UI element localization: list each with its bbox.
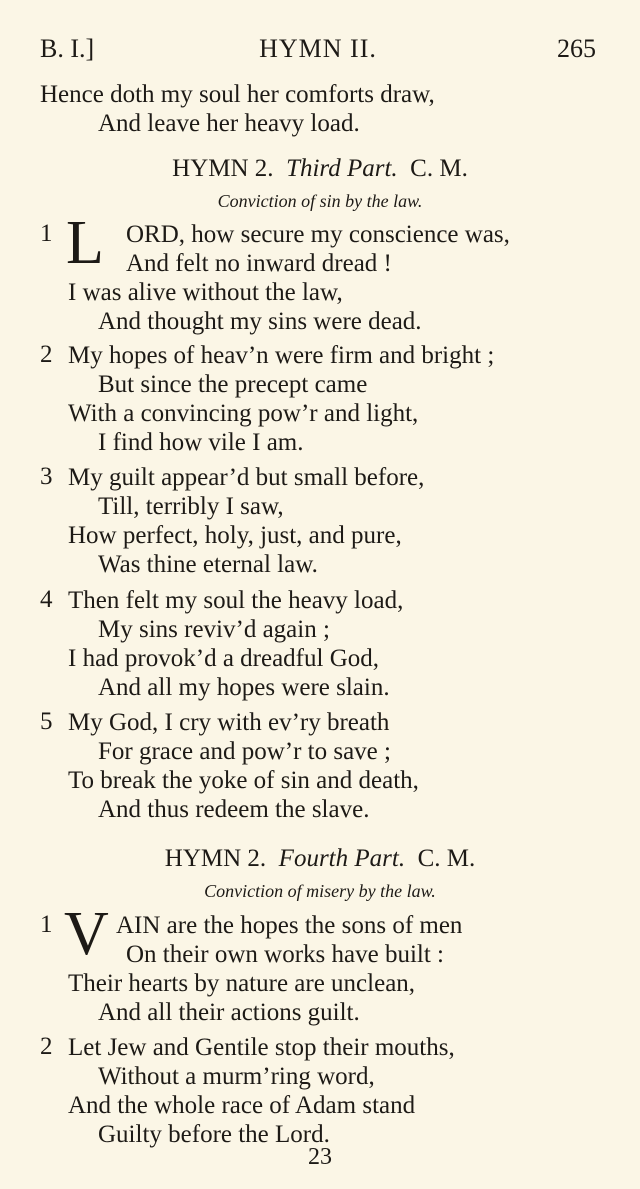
verse-line: My sins reviv’d again ; <box>98 616 330 643</box>
verse-line: And all my hopes were slain. <box>98 674 390 701</box>
verse-number: 3 <box>40 463 53 490</box>
verse-line: And felt no inward dread ! <box>126 250 392 277</box>
verse-number: 5 <box>40 708 53 735</box>
book-section: B. I.] <box>40 34 95 63</box>
verse-line: My God, I cry with ev’ry breath <box>68 709 390 736</box>
hymn-title-third-part: HYMN 2. Third Part. C. M. <box>172 155 468 182</box>
verse-number: 1 <box>40 911 53 938</box>
verse-line: Without a murm’ring word, <box>98 1063 375 1090</box>
drop-cap: L <box>66 209 104 277</box>
intro-line-2: And leave her heavy load. <box>98 110 360 137</box>
verse-number: 2 <box>40 341 53 368</box>
verse-line: With a convincing pow’r and light, <box>68 400 419 427</box>
verse-line: And the whole race of Adam stand <box>68 1092 416 1119</box>
verse-line: How perfect, holy, just, and pure, <box>68 522 402 549</box>
page-number: 265 <box>557 34 596 63</box>
verse-line: And thought my sins were dead. <box>98 308 422 335</box>
hymn-title-fourth-part: HYMN 2. Fourth Part. C. M. <box>164 845 476 872</box>
signature-mark: 23 <box>308 1144 332 1170</box>
verse-line: My guilt appear’d but small before, <box>68 464 425 491</box>
verse-line: Let Jew and Gentile stop their mouths, <box>68 1034 455 1061</box>
verse-number: 4 <box>40 586 53 613</box>
hymn-subtitle-third-part: Conviction of sin by the law. <box>217 191 423 211</box>
verse-line: On their own works have built : <box>126 941 445 968</box>
verse-line: And all their actions guilt. <box>98 999 360 1026</box>
drop-cap: V <box>64 900 109 968</box>
verse-line: For grace and pow’r to save ; <box>98 738 391 765</box>
verse-line: ORD, how secure my conscience was, <box>126 221 510 248</box>
verse-line: But since the precept came <box>98 371 368 398</box>
verse-line: Their hearts by nature are unclean, <box>68 970 416 997</box>
verse-line: To break the yoke of sin and death, <box>68 767 419 794</box>
hymn-heading: HYMN II. <box>259 34 377 63</box>
running-header <box>40 34 596 68</box>
verse-line: I had provok’d a dreadful God, <box>68 645 380 672</box>
verse-line: Was thine eternal law. <box>98 551 318 578</box>
verse-line: I find how vile I am. <box>98 429 304 456</box>
verse-line: And thus redeem the slave. <box>98 796 370 823</box>
verse-number: 2 <box>40 1033 53 1060</box>
verse-line: Till, terribly I saw, <box>98 493 284 520</box>
verse-line: AIN are the hopes the sons of men <box>116 912 463 939</box>
intro-line-1: Hence doth my soul her comforts draw, <box>40 81 435 108</box>
verse-line: Then felt my soul the heavy load, <box>68 587 404 614</box>
hymn-subtitle-fourth-part: Conviction of misery by the law. <box>204 881 436 901</box>
verse-number: 1 <box>40 220 53 247</box>
verse-line: Guilty before the Lord. <box>98 1121 330 1148</box>
verse-line: I was alive without the law, <box>68 279 343 306</box>
verse-line: My hopes of heav’n were firm and bright ; <box>68 342 495 369</box>
